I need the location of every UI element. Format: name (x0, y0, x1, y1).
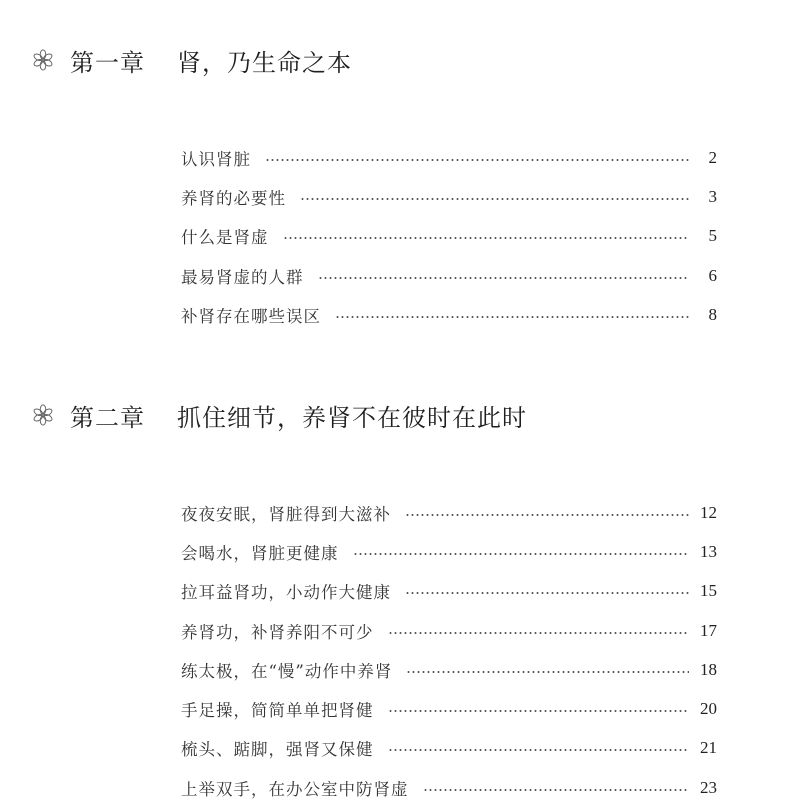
toc-entry-title: 手足操，简简单单把肾健 (181, 701, 374, 721)
toc-entry-title: 补肾存在哪些误区 (181, 306, 321, 326)
toc-entry[interactable] (181, 217, 717, 256)
toc-page-number: 12 (700, 502, 717, 522)
dot-leader (405, 592, 689, 594)
chapter-heading (32, 395, 527, 435)
toc-page-number: 5 (708, 226, 717, 246)
toc-page-number: 15 (700, 581, 717, 601)
toc-page-number: 23 (700, 777, 717, 797)
toc-page-number: 2 (708, 147, 717, 167)
toc-entry[interactable] (181, 493, 717, 532)
toc-entry-title: 夜夜安眠，肾脏得到大滋补 (181, 504, 391, 524)
toc-entry[interactable] (181, 138, 717, 177)
dot-leader (405, 514, 689, 516)
toc-entry-title: 最易肾虚的人群 (181, 267, 304, 287)
dot-leader (318, 277, 690, 279)
toc-entry-title: 什么是肾虚 (181, 228, 269, 248)
dot-leader (283, 237, 690, 239)
toc-entry[interactable] (181, 295, 717, 334)
toc-list (181, 493, 717, 807)
toc-page-number: 20 (700, 699, 717, 719)
toc-page-number: 18 (700, 659, 717, 679)
toc-page-number: 13 (700, 541, 717, 561)
toc-entry-title: 会喝水，肾脏更健康 (181, 543, 339, 563)
dot-leader (353, 553, 690, 555)
chapter-title: 肾，乃生命之本 (177, 48, 352, 77)
toc-page-number: 21 (700, 738, 717, 758)
toc-entry[interactable] (181, 256, 717, 295)
flower-icon (32, 404, 54, 426)
dot-leader (388, 710, 690, 712)
dot-leader (388, 632, 690, 634)
toc-entry-title: 养肾功，补肾养阳不可少 (181, 622, 374, 642)
toc-list (181, 138, 717, 334)
chapter-title: 抓住细节，养肾不在彼时在此时 (177, 403, 527, 432)
toc-entry[interactable] (181, 611, 717, 650)
toc-entry-title: 上举双手，在办公室中防肾虚 (181, 779, 409, 799)
flower-icon (32, 49, 54, 71)
toc-entry[interactable] (181, 177, 717, 216)
dot-leader (300, 198, 689, 200)
toc-entry[interactable] (181, 768, 717, 807)
toc-entry-title: 梳头、踮脚，强肾又保健 (181, 740, 374, 760)
dot-leader (335, 316, 689, 318)
toc-entry-title: 拉耳益肾功，小动作大健康 (181, 583, 391, 603)
toc-entry[interactable] (181, 650, 717, 689)
chapter-heading (32, 40, 352, 80)
chapter-label: 第一章 (70, 48, 145, 77)
toc-entry[interactable] (181, 532, 717, 571)
toc-page-number: 3 (708, 186, 717, 206)
toc-entry-title: 练太极，在“慢”动作中养肾 (181, 661, 393, 681)
toc-entry-title: 认识肾脏 (181, 149, 251, 169)
dot-leader (388, 749, 690, 751)
dot-leader (423, 789, 690, 791)
toc-entry[interactable] (181, 689, 717, 728)
dot-leader (265, 159, 689, 161)
dot-leader (406, 671, 689, 673)
toc-page-number: 8 (708, 304, 717, 324)
toc-entry[interactable] (181, 729, 717, 768)
chapter-label: 第二章 (70, 403, 145, 432)
toc-entry-title: 养肾的必要性 (181, 188, 286, 208)
toc-page-number: 6 (708, 265, 717, 285)
toc-page-number: 17 (700, 620, 717, 640)
toc-entry[interactable] (181, 572, 717, 611)
